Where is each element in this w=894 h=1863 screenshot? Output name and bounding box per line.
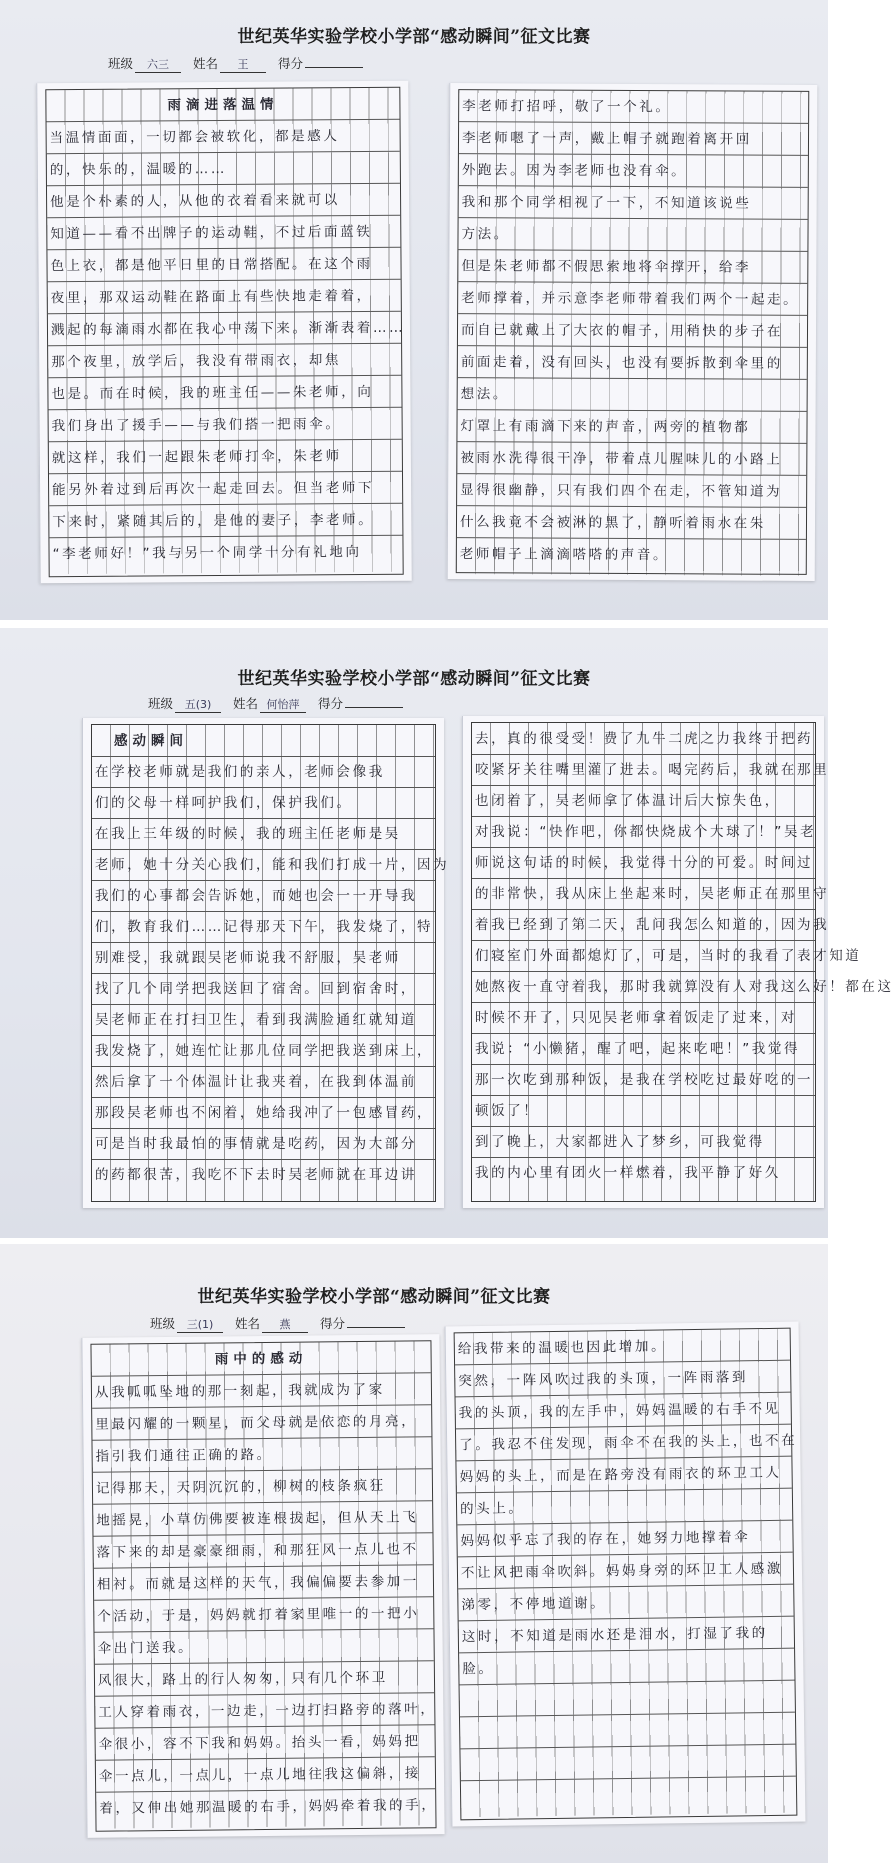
essay-info-line <box>150 1314 413 1333</box>
essay-line: 就这样，我们一起跟朱老师打伞，朱老师 <box>49 440 402 474</box>
essay-line: 老师，她十分关心我们，能和我们打成一片，因为 <box>92 850 435 881</box>
essay-line: “李老师好！”我与另一个同学十分有礼地向 <box>49 536 402 574</box>
essay-title: 雨中的感动 <box>91 1341 430 1377</box>
essay-line: 灯罩上有雨滴下来的声音，两旁的植物都 <box>457 410 806 444</box>
essay-photo-1 <box>0 0 828 620</box>
class-value: 五(3) <box>175 696 221 713</box>
essay-line: 着，又伸出她那温暖的右手，妈妈牵着我的手， <box>96 1789 435 1829</box>
essay-line: 别难受，我就跟吴老师说我不舒服，吴老师 <box>92 943 435 974</box>
essay-line: 突然，一阵风吹过我的头顶，一阵雨落到 <box>455 1361 790 1398</box>
essay-line: 方法。 <box>458 218 807 252</box>
essay-line: 我的头顶，我的左手中，妈妈温暖的右手不见 <box>456 1393 791 1430</box>
essay-line: 但是朱老师都不假思索地将伞撑开，给李 <box>458 250 807 284</box>
essay-info-line <box>108 54 371 73</box>
essay-line: 涕零，不停地道谢。 <box>458 1585 793 1622</box>
essay-photo-2 <box>0 628 894 1238</box>
essay-line: 风很大，路上的行人匆匆，只有几个环卫 <box>95 1661 434 1697</box>
name-value: 燕 <box>262 1316 308 1333</box>
essay-line: 们寝室门外面都熄灯了，可是，当时的我看了表才知道 <box>472 941 815 972</box>
essay-sheet-left <box>36 81 411 584</box>
essay-line: 她熬夜一直守着我，那时我就算没有人对我这么好！都在这 <box>472 972 815 1003</box>
essay-line: 那个夜里，放学后，我没有带雨衣，却焦 <box>48 344 401 378</box>
essay-line: 前面走着，没有回头，也没有要拆散到伞里的 <box>458 346 807 380</box>
score-label: 得分 <box>318 696 344 711</box>
essay-sheet-left <box>81 1334 444 1838</box>
essay-line: 外跑去。因为李老师也没有伞。 <box>459 154 808 188</box>
score-label: 得分 <box>320 1316 346 1331</box>
essay-line: 地摇晃，小草仿佛要被连根拔起，但从天上飞 <box>93 1501 432 1537</box>
essay-line <box>460 1745 795 1782</box>
score-value <box>305 67 363 68</box>
essay-line: 们，教育我们……记得那天下午，我发烧了，特 <box>92 912 435 943</box>
class-value: 六三 <box>135 56 181 73</box>
essay-line: 那段吴老师也不闲着，她给我冲了一包感冒药， <box>92 1098 435 1129</box>
essay-line: 色上衣，都是他平日里的日常搭配。在这个雨 <box>47 248 400 282</box>
essay-line: 溅起的每滴雨水都在我心中荡下来。渐渐表着…… <box>48 312 401 346</box>
essay-line: 师说这句话的时候，我觉得十分的可爱。时间过 <box>472 848 815 879</box>
essay-line: 他是个朴素的人，从他的衣着看来就可以 <box>47 184 400 218</box>
essay-photo-3 <box>0 1244 828 1863</box>
essay-line: 给我带来的温暖也因此增加。 <box>455 1329 790 1366</box>
essay-title: 雨滴进落温情 <box>46 88 399 122</box>
essay-line: 老师撑着，并示意李老师带着我们两个一起走。 <box>458 282 807 316</box>
essay-title: 感动瞬间 <box>92 725 435 757</box>
score-label: 得分 <box>278 56 304 71</box>
essay-line: 不让风把雨伞吹斜。妈妈身旁的环卫工人感激 <box>458 1553 793 1590</box>
essay-line: 那一次吃到那种饭，是我在学校吃过最好吃的一 <box>472 1065 815 1096</box>
essay-line: 被雨水洗得很干净，带着点儿腥味儿的小路上 <box>457 442 806 476</box>
essay-line: 顿饭了！ <box>472 1096 815 1127</box>
essay-line <box>460 1713 795 1750</box>
essay-line: 的头上。 <box>457 1489 792 1526</box>
essay-line: 李老师嗯了一声，戴上帽子就跑着离开回 <box>459 122 808 156</box>
essay-line: 指引我们通往正确的路。 <box>92 1437 431 1473</box>
essay-line: 妈妈的头上，而是在路旁没有雨衣的环卫工人 <box>456 1457 791 1494</box>
class-label: 班级 <box>150 1316 176 1331</box>
essay-line: 夜里，那双运动鞋在路面上有些快地走着着， <box>48 280 401 314</box>
essay-line: 的，快乐的，温暖的…… <box>47 152 400 186</box>
essay-line: 老师帽子上滴滴嗒嗒的声音。 <box>457 538 806 576</box>
essay-line <box>461 1777 796 1818</box>
score-value <box>345 707 403 708</box>
essay-line: 们的父母一样呵护我们，保护我们。 <box>92 788 435 819</box>
essay-line: 去，真的很受受！费了九牛二虎之力我终于把药 <box>472 723 815 755</box>
writing-grid <box>90 1340 436 1832</box>
essay-line: 咬紧牙关往嘴里灌了进去。喝完药后，我就在那里 <box>472 755 815 786</box>
essay-line: 而自己就戴上了大衣的帽子，用稍快的步子在 <box>458 314 807 348</box>
writing-grid <box>454 1328 798 1821</box>
essay-line: 吴老师正在打扫卫生，看到我满脸通红就知道 <box>92 1005 435 1036</box>
essay-line: 的非常快，我从床上坐起来时，吴老师正在那里守 <box>472 879 815 910</box>
name-value: 何怡萍 <box>260 696 306 713</box>
essay-line: 妈妈似乎忘了我的存在，她努力地撑着伞 <box>457 1521 792 1558</box>
essay-line: 伞一点儿，一点儿，一点儿地往我这偏斜，接 <box>96 1757 435 1793</box>
essay-line: 我们的心事都会告诉她，而她也会一一开导我 <box>92 881 435 912</box>
essay-line: 知道——看不出牌子的运动鞋，不过后面蓝铁 <box>47 216 400 250</box>
essay-line: 个活动，于是，妈妈就打着家里唯一的一把小 <box>94 1597 433 1633</box>
contest-title: 世纪英华实验学校小学部“感动瞬间”征文比赛 <box>197 1287 551 1307</box>
essay-line: 相衬。而就是这样的天气，我偏偏要去参加一 <box>94 1565 433 1601</box>
essay-line: 然后拿了一个体温计让我夹着，在我到体温前 <box>92 1067 435 1098</box>
essay-line: 什么我竟不会被淋的黑了，静听着雨水在朱 <box>457 506 806 540</box>
essay-line: 也是。而在时候，我的班主任——朱老师，向 <box>48 376 401 410</box>
essay-line <box>460 1681 795 1718</box>
essay-info-line <box>148 694 411 713</box>
writing-grid <box>45 87 406 577</box>
essay-line: 记得那天，天阴沉沉的，柳树的枝条疯狂 <box>93 1469 432 1505</box>
class-value: 三(1) <box>177 1316 223 1333</box>
essay-line: 的药都很苦，我吃不下去时吴老师就在耳边讲 <box>92 1160 435 1201</box>
writing-grid <box>91 724 450 1202</box>
writing-grid <box>471 722 894 1202</box>
essay-line: 工人穿着雨衣，一边走，一边打扫路旁的落叶， <box>95 1693 434 1729</box>
essay-line: 对我说：“快作吧，你都快烧成个大球了！”吴老 <box>472 817 815 848</box>
essay-line: 我和那个同学相视了一下，不知道该说些 <box>459 186 808 220</box>
class-label: 班级 <box>148 696 174 711</box>
class-label: 班级 <box>108 56 134 71</box>
name-value: 王 <box>220 56 266 73</box>
essay-sheet-left <box>82 718 450 1208</box>
writing-grid <box>456 89 810 575</box>
essay-line: 在我上三年级的时候，我的班主任老师是吴 <box>92 819 435 850</box>
essay-line: 显得很幽静，只有我们四个在走，不管知道为 <box>457 474 806 508</box>
essay-line: 我说：“小懒猪，醒了吧，起来吃吧！”我觉得 <box>472 1034 815 1065</box>
essay-line: 了。我忍不住发现，雨伞不在我的头上，也不在 <box>456 1425 791 1462</box>
essay-line: 这时，不知道是雨水还是泪水，打湿了我的 <box>459 1617 794 1654</box>
essay-line: 我们身出了援手——与我们搭一把雨伞。 <box>49 408 402 442</box>
essay-line: 脸。 <box>459 1649 794 1686</box>
contest-title: 世纪英华实验学校小学部“感动瞬间”征文比赛 <box>237 27 591 47</box>
essay-line: 能另外着过到后再次一起走回去。但当老师下 <box>49 472 402 506</box>
essay-line: 时候不开了，只见吴老师拿着饭走了过来，对 <box>472 1003 815 1034</box>
essay-line: 落下来的却是豪豪细雨，和那狂风一点儿也不 <box>93 1533 432 1569</box>
name-label: 姓名 <box>235 1316 261 1331</box>
essay-line: 下来时，紧随其后的，是他的妻子，李老师。 <box>49 504 402 538</box>
essay-line: 想法。 <box>458 378 807 412</box>
essay-line: 从我呱呱坠地的那一刻起，我就成为了家 <box>92 1373 431 1409</box>
essay-line: 伞出门送我。 <box>94 1629 433 1665</box>
contest-title: 世纪英华实验学校小学部“感动瞬间”征文比赛 <box>237 669 591 689</box>
essay-sheet-right <box>462 716 894 1208</box>
essay-line: 当温情面面，一切都会被软化，都是感人 <box>47 120 400 154</box>
essay-line: 到了晚上，大家都进入了梦乡，可我觉得 <box>472 1127 815 1158</box>
essay-line: 里最闪耀的一颗星，而父母就是依恋的月亮， <box>92 1405 431 1441</box>
name-label: 姓名 <box>193 56 219 71</box>
essay-line: 伞很小，容不下我和妈妈。抬头一看，妈妈把 <box>95 1725 434 1761</box>
essay-line: 在学校老师就是我们的亲人，老师会像我 <box>92 757 435 788</box>
essay-line: 找了几个同学把我送回了宿舍。回到宿舍时， <box>92 974 435 1005</box>
essay-line: 可是当时我最怕的事情就是吃药，因为大部分 <box>92 1129 435 1160</box>
essay-line: 李老师打招呼，敬了一个礼。 <box>459 90 808 124</box>
name-label: 姓名 <box>233 696 259 711</box>
essay-line: 着我已经到了第二天，乱问我怎么知道的，因为我 <box>472 910 815 941</box>
essay-sheet-right <box>447 83 818 581</box>
score-value <box>347 1327 405 1328</box>
essay-line: 我发烧了，她连忙让那几位同学把我送到床上， <box>92 1036 435 1067</box>
essay-sheet-right <box>445 1322 806 1827</box>
essay-line: 也闭着了，吴老师拿了体温计后大惊失色， <box>472 786 815 817</box>
essay-line: 我的内心里有团火一样燃着，我平静了好久 <box>472 1158 815 1201</box>
